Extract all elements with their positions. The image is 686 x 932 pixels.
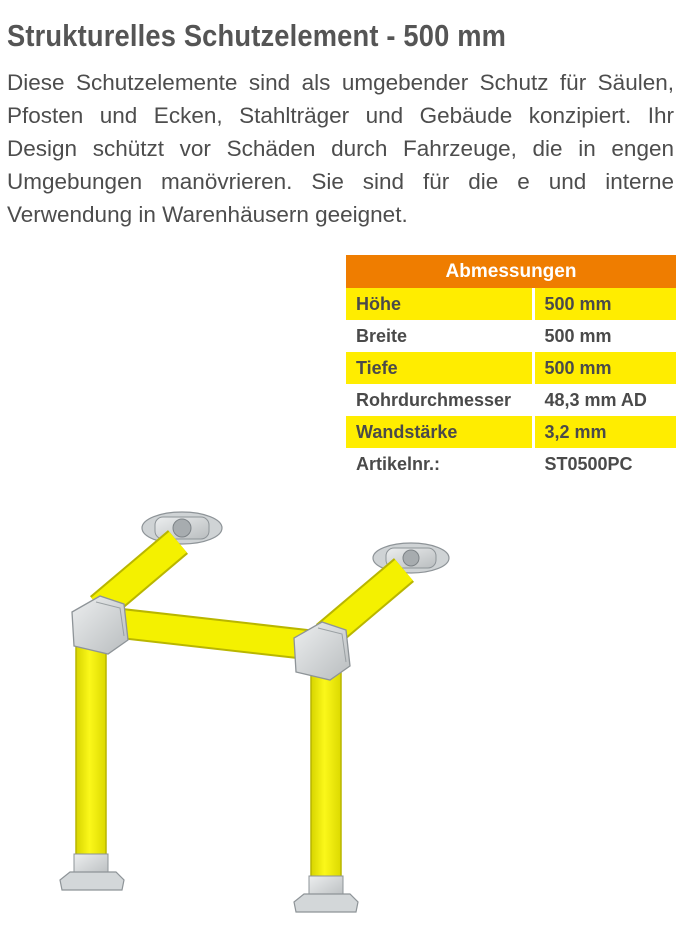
spec-label: Höhe bbox=[346, 288, 533, 320]
spec-value: ST0500PC bbox=[544, 453, 633, 474]
spec-row-depth bbox=[346, 352, 676, 384]
spec-row-wall-thickness bbox=[346, 416, 676, 448]
spec-label: Rohrdurchmesser bbox=[346, 384, 533, 416]
base-plate-left bbox=[60, 854, 124, 890]
diagonal-tube-right bbox=[326, 570, 404, 636]
spec-row-width bbox=[346, 320, 676, 352]
barrier-product-illustration bbox=[0, 470, 686, 932]
wall-flange-left bbox=[142, 512, 222, 544]
horizontal-tube bbox=[108, 622, 320, 646]
page-title: Strukturelles Schutzelement - 500 mm bbox=[7, 18, 507, 53]
leg-tube-right bbox=[311, 666, 341, 884]
spec-label: Tiefe bbox=[346, 352, 533, 384]
corner-fitting-left bbox=[72, 596, 128, 654]
spec-value: 3,2 mm bbox=[533, 416, 676, 448]
spec-value: 500 mm bbox=[533, 352, 676, 384]
dimensions-table bbox=[346, 255, 676, 480]
spec-value: 500 mm bbox=[533, 288, 676, 320]
spec-row-tube-diameter bbox=[346, 384, 676, 416]
spec-label: Breite bbox=[346, 320, 533, 352]
leg-tube-left bbox=[76, 640, 106, 860]
spec-label: Wandstärke bbox=[346, 416, 533, 448]
spec-label: Artikelnr.: bbox=[346, 448, 533, 480]
diagonal-tube-left bbox=[100, 542, 178, 608]
product-description: Diese Schutzelemente sind als umgebender Schutz für Säulen, Pfosten und Ecken, Stahlträger und Gebäude konzipiert. Ihr Design schützt vor Schäden durch Fahrzeuge, die in engen Umgebungen manövrieren. Sie sind für die e und interne Verwendung in Warenhäusern geeignet. bbox=[7, 70, 674, 227]
base-plate-right bbox=[294, 876, 358, 912]
dimensions-table-header: Abmessungen bbox=[346, 255, 676, 288]
spec-value: 500 mm bbox=[544, 325, 612, 346]
spec-row-height bbox=[346, 288, 676, 320]
spec-value: 48,3 mm AD bbox=[544, 389, 647, 410]
